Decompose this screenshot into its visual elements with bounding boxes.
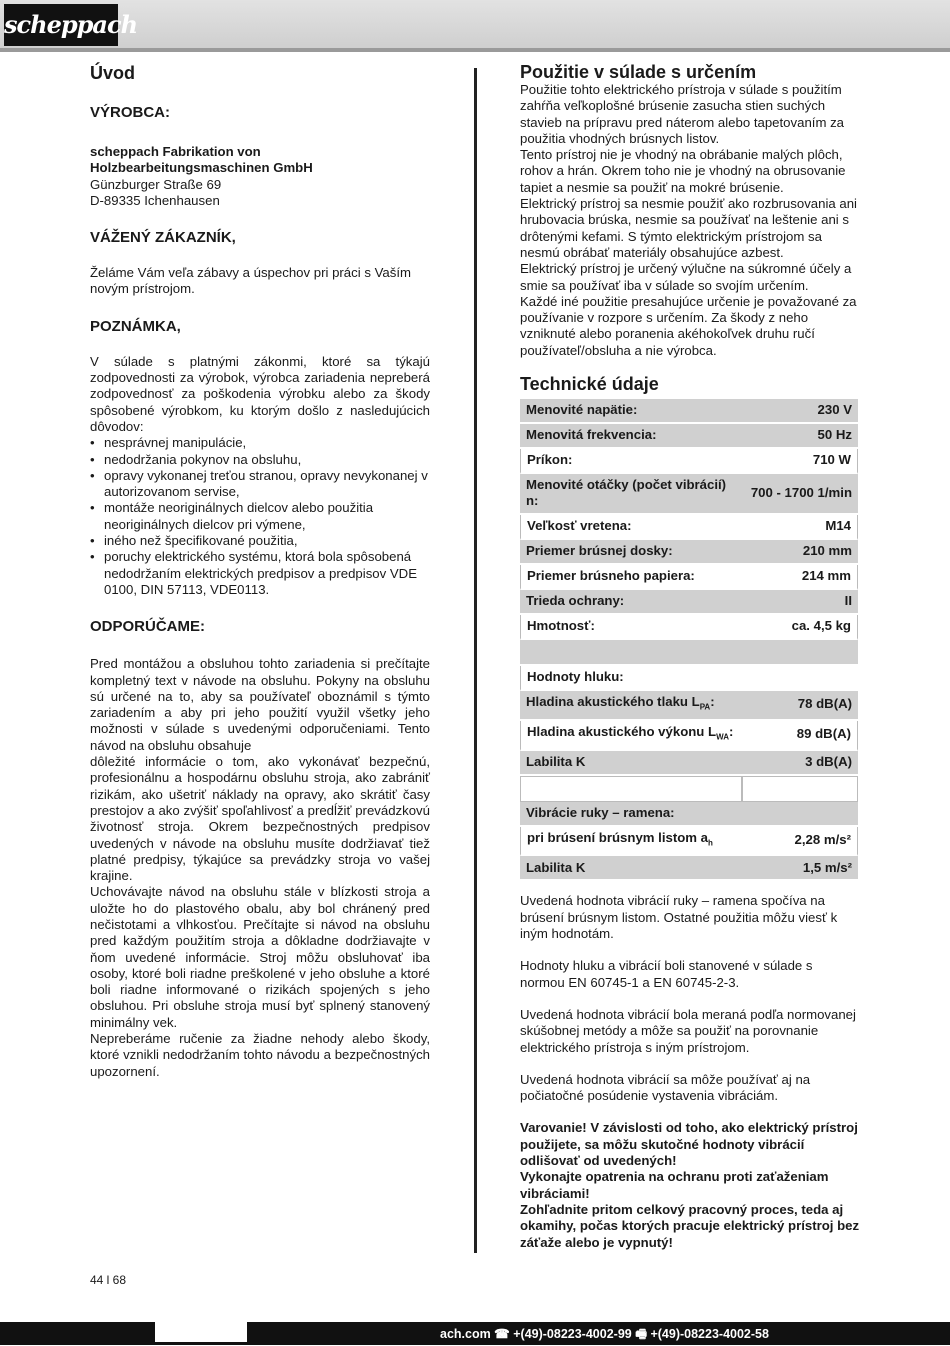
page-number: 44 l 68 xyxy=(90,1273,127,1287)
use-paragraph: Tento prístroj nie je vhodný na obrábanie malých plôch, rohov a hrán. Okrem toho nie je vhodný na obrusovanie tapiet a nesmie sa použiť na mokré brúsenie. xyxy=(520,147,846,195)
table-row xyxy=(520,565,858,590)
info-paragraph: Uvedená hodnota vibrácií sa môže používať aj na počiatočné posúdenie vystavenia vibráciám. xyxy=(520,1071,811,1104)
table-row xyxy=(520,424,858,449)
info-paragraph: Hodnoty hluku a vibrácií boli stanovené v súlade s normou EN 60745-1 a EN 60745-2-3. xyxy=(520,958,813,990)
list-item: • nedodržania pokynov na obsluhu, xyxy=(90,452,430,468)
spec-value: 710 W xyxy=(742,449,858,474)
footer-white-block xyxy=(155,1322,247,1342)
recommend-paragraph: Pred montážou a obsluhou tohto zariadenia si prečítajte kompletný text v návode na obsluhu. Pokyny na obsluhu sú určené na to, aby sa používateľ oboznámil s týmto zariadením a aby pri jeho použití využil všetky jeho možnosti v súlade s uvedenými odporučeniami. Tento návod na obsluhu obsahuje xyxy=(90,656,430,753)
list-item: • montáže neoriginálnych dielcov alebo použitia neoriginálnych dielcov pri výmene, xyxy=(90,500,430,533)
warning-paragraph: Vykonajte opatrenia na ochranu proti zaťaženiam vibráciami! xyxy=(520,1169,829,1201)
intended-use-title: Použitie v súlade s určením xyxy=(520,62,757,82)
spec-value: II xyxy=(742,590,858,615)
warning-paragraph: Zohľadnite pritom celkový pracovný proces, teda aj okamihy, počas ktorých pracuje elektrický prístroj bez záťaže alebo je vypnutý! xyxy=(520,1201,860,1250)
recommend-heading: ODPORÚČAME: xyxy=(90,618,205,636)
customer-text: Želáme Vám veľa zábavy a úspechov pri práci s Vaším novým prístrojom. xyxy=(90,265,411,297)
table-row xyxy=(520,751,858,776)
column-divider xyxy=(474,68,477,1253)
spec-label: Labilita K xyxy=(520,856,742,881)
spec-label: Hladina akustického tlaku $L_{PA}$: xyxy=(520,691,742,721)
left-column xyxy=(90,62,430,1080)
spec-label: Hladina akustického výkonu $L_{WA}$: xyxy=(520,721,742,751)
warning-paragraph: Varovanie! V závislosti od toho, ako elektrický prístroj použijete, sa môžu skutočné hodnoty vibrácií odlišovať od uvedených! xyxy=(520,1120,858,1169)
use-paragraph: Elektrický prístroj je určený výlučne na súkromné účely a smie sa používať iba v súlade so svojím určením. xyxy=(520,261,852,293)
spec-label: Priemer brúsnej dosky: xyxy=(520,540,742,565)
spec-label: Menovité napätie: xyxy=(520,399,742,424)
table-row xyxy=(520,827,858,857)
table-row xyxy=(520,615,858,640)
table-row xyxy=(520,802,858,827)
vibration-heading: Vibrácie ruky – ramena: xyxy=(520,802,858,827)
use-paragraph: Použitie tohto elektrického prístroja v súlade s použitím zahŕňa veľkoplošné brúsenie zasucha stien suchých stavieb na prípravu pred náterom alebo tapetovaním za použitia vhodných brúsnych listov. xyxy=(520,82,845,146)
spec-value: 214 mm xyxy=(742,565,858,590)
spec-label: Priemer brúsneho papiera: xyxy=(520,565,742,590)
table-row xyxy=(520,691,858,721)
scheppach-logo: scheppach xyxy=(4,4,118,46)
table-row xyxy=(520,515,858,540)
manufacturer-heading: VÝROBCA: xyxy=(90,104,171,121)
recommend-paragraph: Uchovávajte návod na obsluhu stále v blízkosti stroja a uložte ho do plastového obalu, aby bol chránený pred nečistotami a vlhkosťou. Prečítajte si návod na obsluhu pred každým použitím stroja a dôkladne dodržiavajte v ňom uvedené informácie. Stroj môžu obsluhovať iba osoby, ktoré boli riadne preškolené v jeho obsluhe a ktoré boli riadne informované o rizikách spojených s jeho obsluhou. Pri obsluhe stroja musí byť splnený stanovený minimálny vek. xyxy=(90,884,430,1030)
spec-value: 1,5 m/s² xyxy=(742,856,858,881)
tech-data-title: Technické údaje xyxy=(520,374,659,395)
table-row xyxy=(520,721,858,751)
page-header xyxy=(0,0,950,52)
spec-value: 89 dB(A) xyxy=(742,721,858,751)
table-spacer-row xyxy=(520,776,858,802)
spec-value: 2,28 m/s² xyxy=(742,827,858,857)
note-list xyxy=(90,435,430,598)
note-heading: POZNÁMKA, xyxy=(90,317,181,335)
spec-label: Labilita K xyxy=(520,751,742,776)
spec-value: 50 Hz xyxy=(742,424,858,449)
use-paragraph: Elektrický prístroj sa nesmie použiť ako rozbrusovania ani hrubovacia brúska, nesmie sa používať na leštenie ani s drôtenými kefami. S týmto elektrickým prístrojom sa nesmú obrábať materiály obsahujúce azbest. xyxy=(520,196,857,260)
company-name-line2: Holzbearbeitungsmaschinen GmbH xyxy=(90,160,313,176)
list-item: • iného než špecifikované použitia, xyxy=(90,533,430,549)
table-row xyxy=(520,666,858,691)
company-street: Günzburger Straße 69 xyxy=(90,176,222,192)
spec-value: M14 xyxy=(742,515,858,540)
info-paragraph: Uvedená hodnota vibrácií ruky – ramena spočíva na brúsení brúsnym listom. Ostatné použitia môžu viesť k iným hodnotám. xyxy=(520,893,838,942)
tech-specs-table xyxy=(520,399,858,881)
spec-value: 210 mm xyxy=(742,540,858,565)
spec-label: pri brúsení brúsnym listom $a_h$ xyxy=(520,827,742,857)
company-city: D-89335 Ichenhausen xyxy=(90,192,220,208)
list-item: • nesprávnej manipulácie, xyxy=(90,435,430,451)
table-row xyxy=(520,856,858,881)
table-row xyxy=(520,590,858,615)
recommend-paragraph: Nepreberáme ručenie za žiadne nehody alebo škody, ktoré vznikli nedodržaním tohto návodu a bezpečnostných upozornení. xyxy=(90,1031,430,1079)
spec-label: Menovitá frekvencia: xyxy=(520,424,742,449)
spec-label: Veľkosť vretena: xyxy=(520,515,742,540)
noise-heading: Hodnoty hluku: xyxy=(520,666,858,691)
spec-label: Menovité otáčky (počet vibrácií) n: xyxy=(520,474,742,515)
spec-label: Trieda ochrany: xyxy=(520,590,742,615)
spec-value: 700 - 1700 1/min xyxy=(742,474,858,515)
table-row xyxy=(520,449,858,474)
spec-value: 78 dB(A) xyxy=(742,691,858,721)
company-name-line1: scheppach Fabrikation von xyxy=(90,144,261,159)
recommend-paragraph: dôležité informácie o tom, ako vykonávať bezpečnú, profesionálnu a hospodárnu obsluhu stroja, ako zabrániť rizikám, ako ušetriť náklady na opravy, ako skrátiť časy prestojov a ako zvýšiť spoľahlivosť a predĺžiť prevádzkovú životnosť stroja. Okrem bezpečnostných predpisov uvedených v návode na obsluhu musíte dodržiavať tiež platné predpisy, týkajúce sa prevádzky stroja vo vašej krajine. xyxy=(90,754,430,884)
list-item: • opravy vykonanej treťou stranou, opravy nevykonanej v autorizovanom servise, xyxy=(90,468,430,501)
spec-label: Príkon: xyxy=(520,449,742,474)
spec-value: 230 V xyxy=(742,399,858,424)
note-text: V súlade s platnými zákonmi, ktoré sa týkajú zodpovednosti za výrobok, výrobca zariadenia nepreberá zodpovednosť za poškodenia výrobku alebo za škody spôsobené výrobkom, ku ktorým došlo z nasledujúcich dôvodov: xyxy=(90,353,430,434)
intro-title: Úvod xyxy=(90,63,135,83)
footer-contact: ach.com ☎ +(49)-08223-4002-99 🖷 +(49)-08223-4002-58 xyxy=(440,1327,769,1341)
spec-label: Hmotnosť: xyxy=(520,615,742,640)
spec-value: ca. 4,5 kg xyxy=(742,615,858,640)
use-paragraph: Každé iné použitie presahujúce určenie je považované za používanie v rozpore s určením. Za škody z neho vzniknuté alebo poranenia akéhokoľvek druhu ručí používateľ/obsluha a nie výrobca. xyxy=(520,293,857,358)
table-spacer-row xyxy=(520,640,858,666)
customer-heading: VÁŽENÝ ZÁKAZNÍK, xyxy=(90,229,236,247)
info-paragraph: Uvedená hodnota vibrácií bola meraná podľa normovanej skúšobnej metódy a môže sa použiť na porovnanie elektrického prístroja s iným prístrojom. xyxy=(520,1006,856,1055)
spec-value: 3 dB(A) xyxy=(742,751,858,776)
right-column xyxy=(520,62,860,1251)
table-row xyxy=(520,399,858,424)
list-item: • poruchy elektrického systému, ktorá bola spôsobená nedodržaním elektrických predpisov a predpisov VDE 0100, DIN 57113, VDE0113. xyxy=(90,549,430,598)
table-row xyxy=(520,474,858,515)
table-row xyxy=(520,540,858,565)
